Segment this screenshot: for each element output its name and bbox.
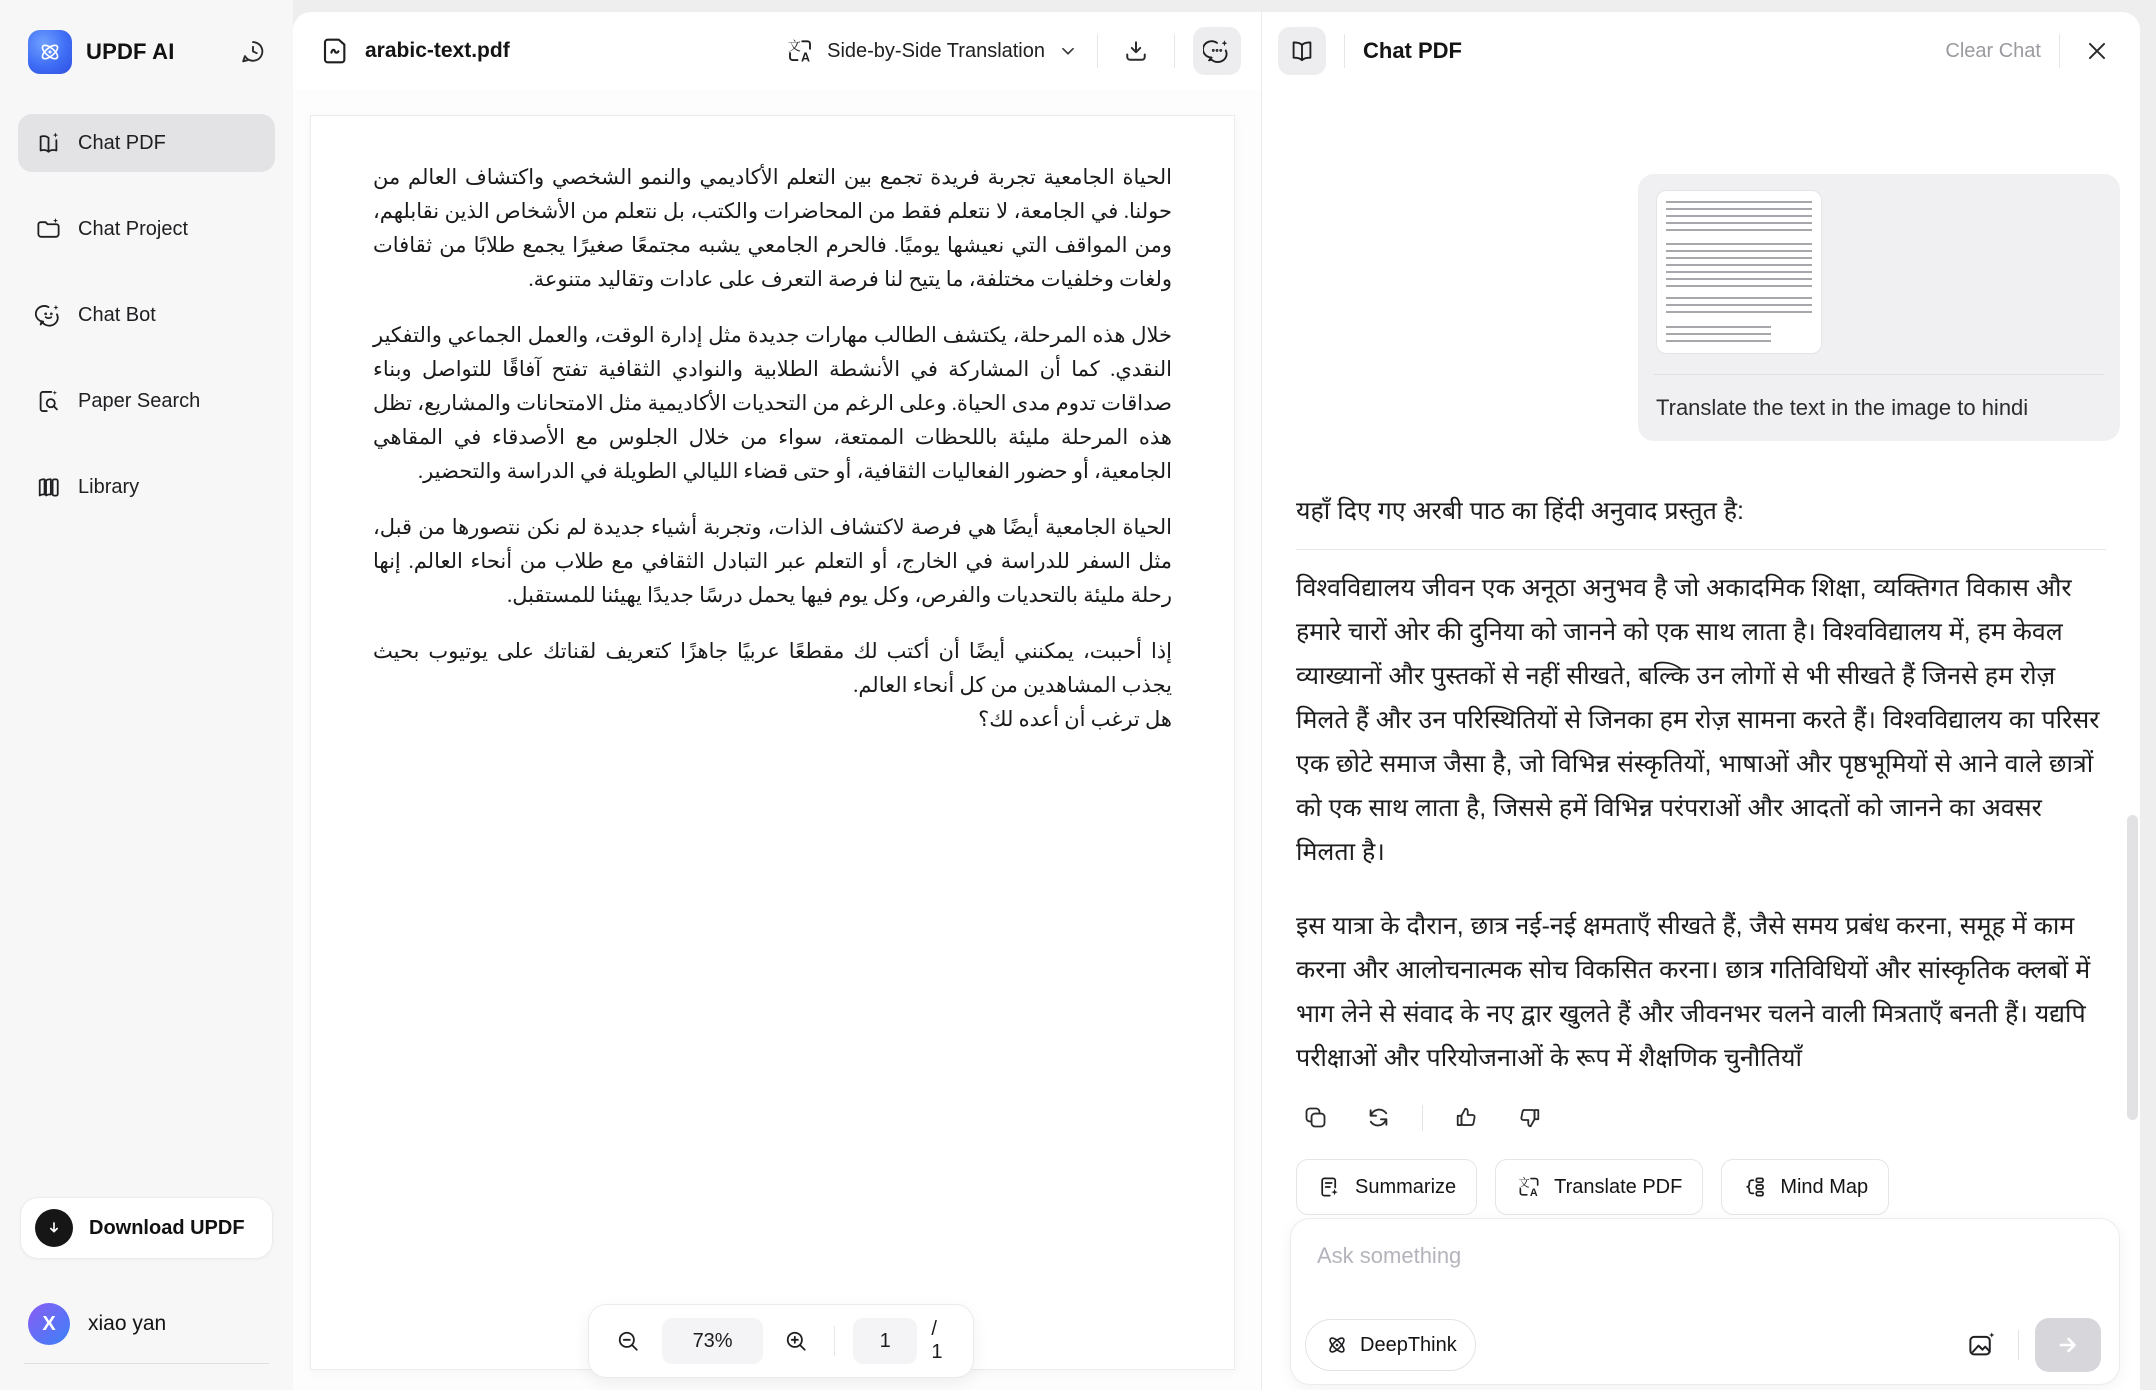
- toolbar-divider: [1174, 34, 1175, 68]
- pdf-page: [310, 115, 1235, 1370]
- sidebar-item-label: Chat PDF: [78, 131, 166, 154]
- sidebar-item-label: Paper Search: [78, 389, 201, 412]
- user-message-text: Translate the text in the image to hindi: [1656, 395, 2029, 420]
- svg-text:文: 文: [1518, 1177, 1530, 1190]
- chat-input-placeholder: Ask something: [1317, 1243, 1462, 1268]
- sidebar-item-paper-search[interactable]: [18, 372, 275, 430]
- page-total: / 1: [931, 1318, 943, 1363]
- updf-logo: [28, 30, 72, 74]
- summarize-icon: [1317, 1174, 1343, 1200]
- sidebar-item-label: Chat Bot: [78, 303, 156, 326]
- chat-header: [1262, 12, 2140, 90]
- thumbs-up-icon[interactable]: [1447, 1098, 1486, 1137]
- chat-panel-title: Chat PDF: [1363, 38, 1462, 63]
- translate-pdf-label: Translate PDF: [1554, 1175, 1683, 1198]
- svg-text:文: 文: [787, 38, 801, 54]
- chat-scrollbar[interactable]: [2127, 815, 2138, 1120]
- svg-text:A: A: [1530, 1187, 1538, 1200]
- chat-input-card[interactable]: [1290, 1218, 2120, 1385]
- clear-chat-button[interactable]: Clear Chat: [1945, 39, 2041, 62]
- download-circle-icon: [35, 1209, 73, 1247]
- pdf-viewer[interactable]: [293, 90, 1261, 1390]
- pdf-paragraph: الحياة الجامعية تجربة فريدة تجمع بين التعلم الأكاديمي والنمو الشخصي واكتشاف العالم من حولنا. في الجامعة، لا نتعلم فقط من المحاضرات والكتب، بل نتعلم من الأشخاص الذين نقابلهم، ومن المواقف التي نعيشها يوميًا. فالحرم الجامعي يشبه مجتمعًا صغيرًا يجمع طلابًا من ثقافات ولغات وخلفيات مختلفة، ما يتيح لنا فرصة التعرف على عادات وتقاليد متنوعة.: [373, 165, 1172, 291]
- summarize-label: Summarize: [1355, 1175, 1457, 1198]
- close-icon[interactable]: [2078, 32, 2116, 70]
- sidebar-item-library[interactable]: [18, 458, 275, 516]
- chat-messages: [1262, 90, 2140, 1390]
- file-name: arabic-text.pdf: [365, 39, 510, 62]
- translate-icon: [1516, 1174, 1542, 1200]
- workspace-card: [293, 12, 2140, 1390]
- response-actions: [1296, 1098, 2120, 1137]
- mind-map-label: Mind Map: [1780, 1175, 1869, 1198]
- pdf-paragraph: هل ترغب أن أعده لك؟: [978, 707, 1172, 731]
- paper-search-icon: [34, 388, 62, 415]
- chat-header-divider: [1344, 34, 1345, 68]
- sidebar-item-label: Chat Project: [78, 217, 189, 240]
- pdf-paragraph: إذا أحببت، يمكنني أيضًا أن أكتب لك مقطعًا عربيًا جاهزًا كتعريف لقناتك على يوتيوب بحيث يجذب المشاهدين من كل أنحاء العالم.: [373, 639, 1172, 697]
- copy-icon[interactable]: [1296, 1098, 1335, 1137]
- ai-chat-toggle-icon[interactable]: [1193, 27, 1241, 75]
- sidebar-footer: [0, 1197, 293, 1390]
- response-paragraph: विश्वविद्यालय जीवन एक अनूठा अनुभव है जो अकादमिक शिक्षा, व्यक्तिगत विकास और हमारे चारों ओर की दुनिया को जानने को एक साथ लाता है। विश्वविद्यालय में, हम केवल व्याख्यानों और पुस्तकों से नहीं सीखते, बल्कि उन लोगों से भी सीखते हैं जिनसे हम रोज़ मिलते हैं और उन परिस्थितियों से जिनका हम रोज़ सामना करते हैं। विश्वविद्यालय का परिसर एक छोटे समाज जैसा है, जो विभिन्न संस्कृतियों, भाषाओं और पृष्ठभूमियों से आने वाले छात्रों को एक साथ लाता है, जिससे हमें विभिन्न परंपराओं और आदतों को जानने का अवसर मिलता है।: [1296, 574, 2100, 866]
- sidebar-item-chat-project[interactable]: [18, 200, 275, 258]
- zoom-controls: [588, 1304, 974, 1378]
- regenerate-icon[interactable]: [1359, 1098, 1398, 1137]
- sidebar-item-label: Library: [78, 475, 140, 498]
- download-updf-button[interactable]: [20, 1197, 273, 1259]
- sidebar-header: [0, 0, 293, 74]
- user-account[interactable]: [28, 1303, 265, 1345]
- send-button[interactable]: [2035, 1318, 2101, 1372]
- message-card-divider: [1654, 374, 2104, 375]
- sidebar-nav: [0, 114, 293, 516]
- zoom-level[interactable]: 73%: [662, 1318, 763, 1364]
- response-divider: [1296, 549, 2106, 550]
- image-upload-icon[interactable]: [1960, 1324, 2002, 1366]
- book-sparkle-icon: [34, 130, 62, 157]
- chat-header-divider: [2059, 34, 2060, 68]
- svg-text:A: A: [801, 50, 811, 65]
- pdf-paragraph: الحياة الجامعية أيضًا هي فرصة لاكتشاف الذات، وتجربة أشياء جديدة لم نكن نتصورها من قبل، مثل السفر للدراسة في الخارج، أو التعلم عبر التبادل الثقافي مع طلاب من أنحاء العالم. إنها رحلة مليئة بالتحديات والفرص، وكل يوم فيها يحمل درسًا جديدًا يهيئنا للمستقبل.: [373, 515, 1172, 607]
- input-divider: [2018, 1330, 2019, 1360]
- suggestion-buttons: [1296, 1159, 2120, 1215]
- thumbnail-text-lines: [1666, 243, 1812, 288]
- assistant-response: [1296, 493, 2120, 1080]
- thumbnail-text-lines: [1666, 326, 1771, 343]
- mind-map-icon: [1742, 1174, 1768, 1200]
- download-updf-label: Download UPDF: [89, 1216, 245, 1239]
- sidebar: [0, 0, 293, 1390]
- library-icon: [34, 474, 62, 501]
- mind-map-button[interactable]: [1721, 1159, 1889, 1215]
- sidebar-item-chat-bot[interactable]: [18, 286, 275, 344]
- summarize-button[interactable]: [1296, 1159, 1477, 1215]
- translation-mode-dropdown[interactable]: [785, 36, 1079, 66]
- sidebar-item-chat-pdf[interactable]: [18, 114, 275, 172]
- response-intro: यहाँ दिए गए अरबी पाठ का हिंदी अनुवाद प्रस्तुत है:: [1296, 497, 1744, 525]
- user-message-card: [1638, 174, 2120, 441]
- translation-mode-label: Side-by-Side Translation: [827, 39, 1045, 62]
- translate-icon: [785, 36, 815, 66]
- chat-panel: [1262, 12, 2140, 1390]
- file-info: [319, 35, 510, 67]
- pdf-file-icon: [319, 35, 351, 67]
- toolbar-divider: [1097, 34, 1098, 68]
- download-pdf-icon[interactable]: [1116, 31, 1156, 71]
- brand-name: UPDF AI: [86, 39, 175, 64]
- zoom-out-icon[interactable]: [609, 1322, 648, 1361]
- folder-sparkle-icon: [34, 216, 62, 243]
- zoom-in-icon[interactable]: [777, 1322, 816, 1361]
- avatar: X: [28, 1303, 70, 1345]
- thumbs-down-icon[interactable]: [1510, 1098, 1549, 1137]
- translate-pdf-button[interactable]: [1495, 1159, 1703, 1215]
- deepthink-toggle[interactable]: [1305, 1319, 1476, 1371]
- current-page-input[interactable]: 1: [853, 1318, 917, 1364]
- history-icon[interactable]: [237, 36, 269, 68]
- pdf-panel: [293, 12, 1262, 1390]
- pdf-toolbar: [293, 12, 1261, 90]
- zoom-bar-divider: [834, 1326, 835, 1356]
- attached-image-thumbnail[interactable]: [1656, 190, 1822, 354]
- thumbnail-text-lines: [1666, 297, 1812, 317]
- thumbnail-text-lines: [1666, 201, 1812, 234]
- deepthink-label: DeepThink: [1360, 1333, 1457, 1356]
- pdf-paragraph: خلال هذه المرحلة، يكتشف الطالب مهارات جديدة مثل إدارة الوقت، والعمل الجماعي والتفكير النقدي. كما أن المشاركة في الأنشطة الطلابية والنوادي الثقافية تفتح آفاقًا للتواصل وبناء صداقات تدوم مدى الحياة. وعلى الرغم من التحديات الأكاديمية مثل الامتحانات والمشاريع، تظل هذه المرحلة مليئة باللحظات الممتعة، سواء من خلال الجلوس مع الأصدقاء في المقاهي الجامعية، أو حضور الفعاليات الثقافية، أو حتى قضاء الليالي الطويلة في الدراسة والتحضير.: [373, 323, 1172, 483]
- chevron-down-icon: [1057, 40, 1079, 62]
- response-paragraph: इस यात्रा के दौरान, छात्र नई-नई क्षमताएँ सीखते हैं, जैसे समय प्रबंध करना, समूह में काम करना और आलोचनात्मक सोच विकसित करना। छात्र गतिविधियों और सांस्कृतिक क्लबों में भाग लेने से संवाद के नए द्वार खुलते हैं और जीवनभर चलने वाली मित्रताएँ बनती हैं। यद्यपि परीक्षाओं और परियोजनाओं के रूप में शैक्षणिक चुनौतियाँ: [1296, 912, 2091, 1072]
- user-name: xiao yan: [88, 1312, 167, 1335]
- open-book-icon[interactable]: [1278, 27, 1326, 75]
- atom-icon: [1324, 1332, 1350, 1358]
- actions-divider: [1422, 1105, 1423, 1131]
- input-toolbar: [1305, 1318, 2101, 1372]
- chat-bot-icon: [34, 302, 62, 329]
